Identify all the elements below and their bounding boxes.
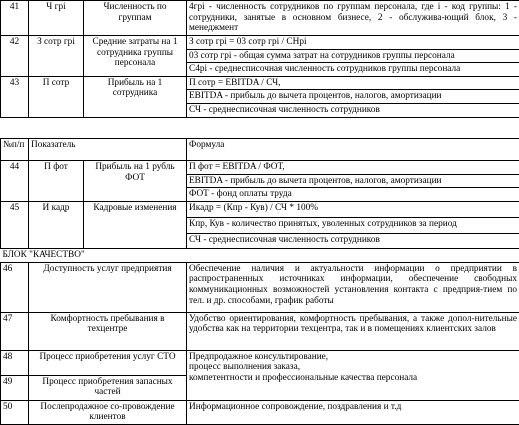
indicator-code: И кадр bbox=[29, 201, 84, 248]
header-number: №п/п bbox=[1, 139, 29, 161]
table-row bbox=[1, 1, 519, 36]
section-header-row bbox=[1, 248, 519, 262]
formula-line: Кпр, Кув - количество принятых, уволенных сотрудников за период bbox=[187, 217, 519, 233]
formula-line: Предпродажное консультирование, bbox=[189, 352, 517, 363]
row-number: 43 bbox=[1, 76, 29, 117]
formula-line: EBITDA - прибыль до вычета процентов, налогов, амортизации bbox=[187, 90, 519, 104]
header-indicator: Показатель bbox=[29, 139, 187, 161]
formula-line: ФОТ - фонд оплаты труда bbox=[187, 188, 519, 202]
formula-line: Икадр = (Кпр - Кув) / СЧ * 100% bbox=[187, 201, 519, 217]
formula-line: П фот = EBITDA / ФОТ, bbox=[187, 161, 519, 175]
formula-line: процесс выполнения заказа, bbox=[189, 362, 517, 373]
table-row bbox=[1, 161, 519, 175]
kpi-table-bottom bbox=[0, 138, 519, 425]
formula-line: СЧ - среднесписочная численность сотрудников bbox=[187, 103, 519, 117]
indicator-name: Кадровые изменения bbox=[84, 201, 187, 248]
indicator-code: З сотр грі bbox=[29, 36, 84, 77]
formula-text: 4грі - численность сотрудников по группам персонала, где і - код группы: 1 - сотрудники, занятые в основном бизнесе, 2 - обслужива-ющий блок, 3 - менеджмент bbox=[187, 1, 519, 36]
formula-text: Обеспечение наличия и актуальности информации о предприятии в распространенных источниках информации, обеспечение свободных коммуникационных возможностей установления контакта с предприя-тием по тел. и др. способами, график работы bbox=[187, 262, 519, 312]
formula-text bbox=[187, 350, 519, 400]
indicator-name: Процесс приобретения запасных частей bbox=[29, 375, 187, 400]
table-header-row bbox=[1, 139, 519, 161]
formula-text: Удобство ориентирования, комфортность пребывания, а также допол-нительные удобства как на территории техцентра, так и в помещениях клиентских залов bbox=[187, 312, 519, 350]
row-number: 47 bbox=[1, 312, 29, 350]
indicator-code: П сотр bbox=[29, 76, 84, 117]
indicator-name: Прибыль на 1 рубль ФОТ bbox=[84, 161, 187, 202]
formula-line: СЧ - среднесписочная численность сотрудников bbox=[187, 233, 519, 248]
indicator-name: Численность по группам bbox=[84, 1, 187, 36]
row-number: 50 bbox=[1, 400, 29, 424]
row-number: 45 bbox=[1, 201, 29, 248]
table-row bbox=[1, 76, 519, 90]
formula-line: З сотр грі = 03 сотр грі / СНрі bbox=[187, 36, 519, 50]
indicator-name: Комфортность пребывания в техцентре bbox=[29, 312, 187, 350]
row-number: 46 bbox=[1, 262, 29, 312]
indicator-code: П фот bbox=[29, 161, 84, 202]
indicator-name: Средние затраты на 1 сотрудника группы персонала bbox=[84, 36, 187, 77]
formula-line: EBITDA - прибыль до вычета процентов, налогов, амортизации bbox=[187, 174, 519, 188]
kpi-table-top bbox=[0, 0, 519, 118]
table-row bbox=[1, 400, 519, 424]
row-number: 42 bbox=[1, 36, 29, 77]
indicator-name: Доступность услуг предприятия bbox=[29, 262, 187, 312]
formula-line: компетентности и профессиональные качества персонала bbox=[189, 373, 517, 384]
row-number: 49 bbox=[1, 375, 29, 400]
formula-line: П сотр = EBITDA / СЧ, bbox=[187, 76, 519, 90]
table-row bbox=[1, 262, 519, 312]
table-row bbox=[1, 36, 519, 50]
row-number: 44 bbox=[1, 161, 29, 202]
indicator-name: Процесс приобретения услуг СТО bbox=[29, 350, 187, 375]
block-title: БЛОК "КАЧЕСТВО" bbox=[1, 248, 519, 262]
table-row bbox=[1, 350, 519, 375]
indicator-name: Послепродажное со-провождение клиентов bbox=[29, 400, 187, 424]
row-number: 41 bbox=[1, 1, 29, 36]
header-formula: Формула bbox=[187, 139, 519, 161]
formula-line: С4рі - среднесписочная численность сотрудников группы персонала bbox=[187, 63, 519, 77]
row-number: 48 bbox=[1, 350, 29, 375]
formula-line: 03 сотр грі - общая сумма затрат на сотрудников группы персонала bbox=[187, 49, 519, 63]
table-row bbox=[1, 312, 519, 350]
formula-text: Информационное сопровождение, поздравления и т.д bbox=[187, 400, 519, 424]
table-row bbox=[1, 201, 519, 217]
indicator-code: Ч грі bbox=[29, 1, 84, 36]
indicator-name: Прибыль на 1 сотрудника bbox=[84, 76, 187, 117]
